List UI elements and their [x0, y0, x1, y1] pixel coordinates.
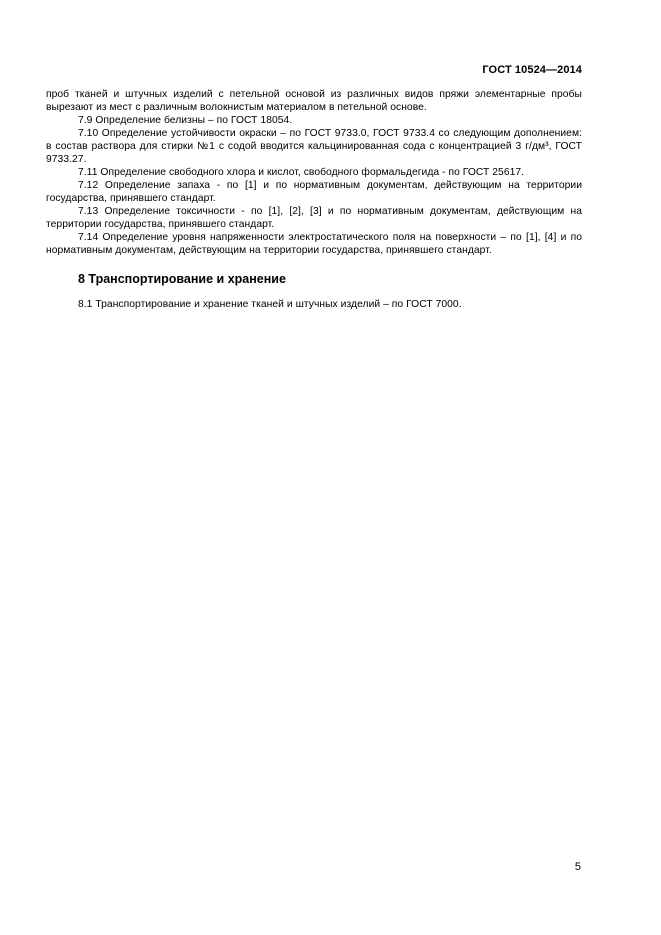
section-heading-8: 8 Транспортирование и хранение	[78, 272, 286, 286]
document-body	[46, 88, 582, 311]
paragraph-7-14: 7.14 Определение уровня напряженности электростатического поля на поверхности – по [1], [4] и по нормативным документам, действующим на территории государства, принявшего стандарт.	[46, 232, 582, 256]
section-spacer	[46, 288, 582, 298]
paragraph-8-1: 8.1 Транспортирование и хранение тканей и штучных изделий – по ГОСТ 7000.	[78, 299, 462, 310]
paragraph-7-9: 7.9 Определение белизны – по ГОСТ 18054.	[78, 115, 293, 126]
paragraph-7-13: 7.13 Определение токсичности - по [1], [2], [3] и по нормативным документам, действующим на территории государства, принявшего стандарт.	[46, 206, 582, 230]
paragraph-7-11: 7.11 Определение свободного хлора и кислот, свободного формальдегида - по ГОСТ 25617.	[78, 167, 525, 178]
paragraph-7-12: 7.12 Определение запаха - по [1] и по нормативным документам, действующим на территории государства, принявшего стандарт.	[46, 180, 582, 204]
document-header: ГОСТ 10524—2014	[482, 64, 582, 76]
page-number: 5	[574, 861, 581, 873]
paragraph-continuation: проб тканей и штучных изделий с петельной основой из различных видов пряжи элементарные пробы вырезают из мест с различным волокнистым материалом в петельной основе.	[46, 89, 582, 113]
paragraph-7-10: 7.10 Определение устойчивости окраски – по ГОСТ 9733.0, ГОСТ 9733.4 со следующим дополнением: в состав раствора для стирки №1 с содой вводится кальцинированная сода с концентрацией 3 г/дм³, ГОСТ 9733.27.	[46, 128, 582, 165]
